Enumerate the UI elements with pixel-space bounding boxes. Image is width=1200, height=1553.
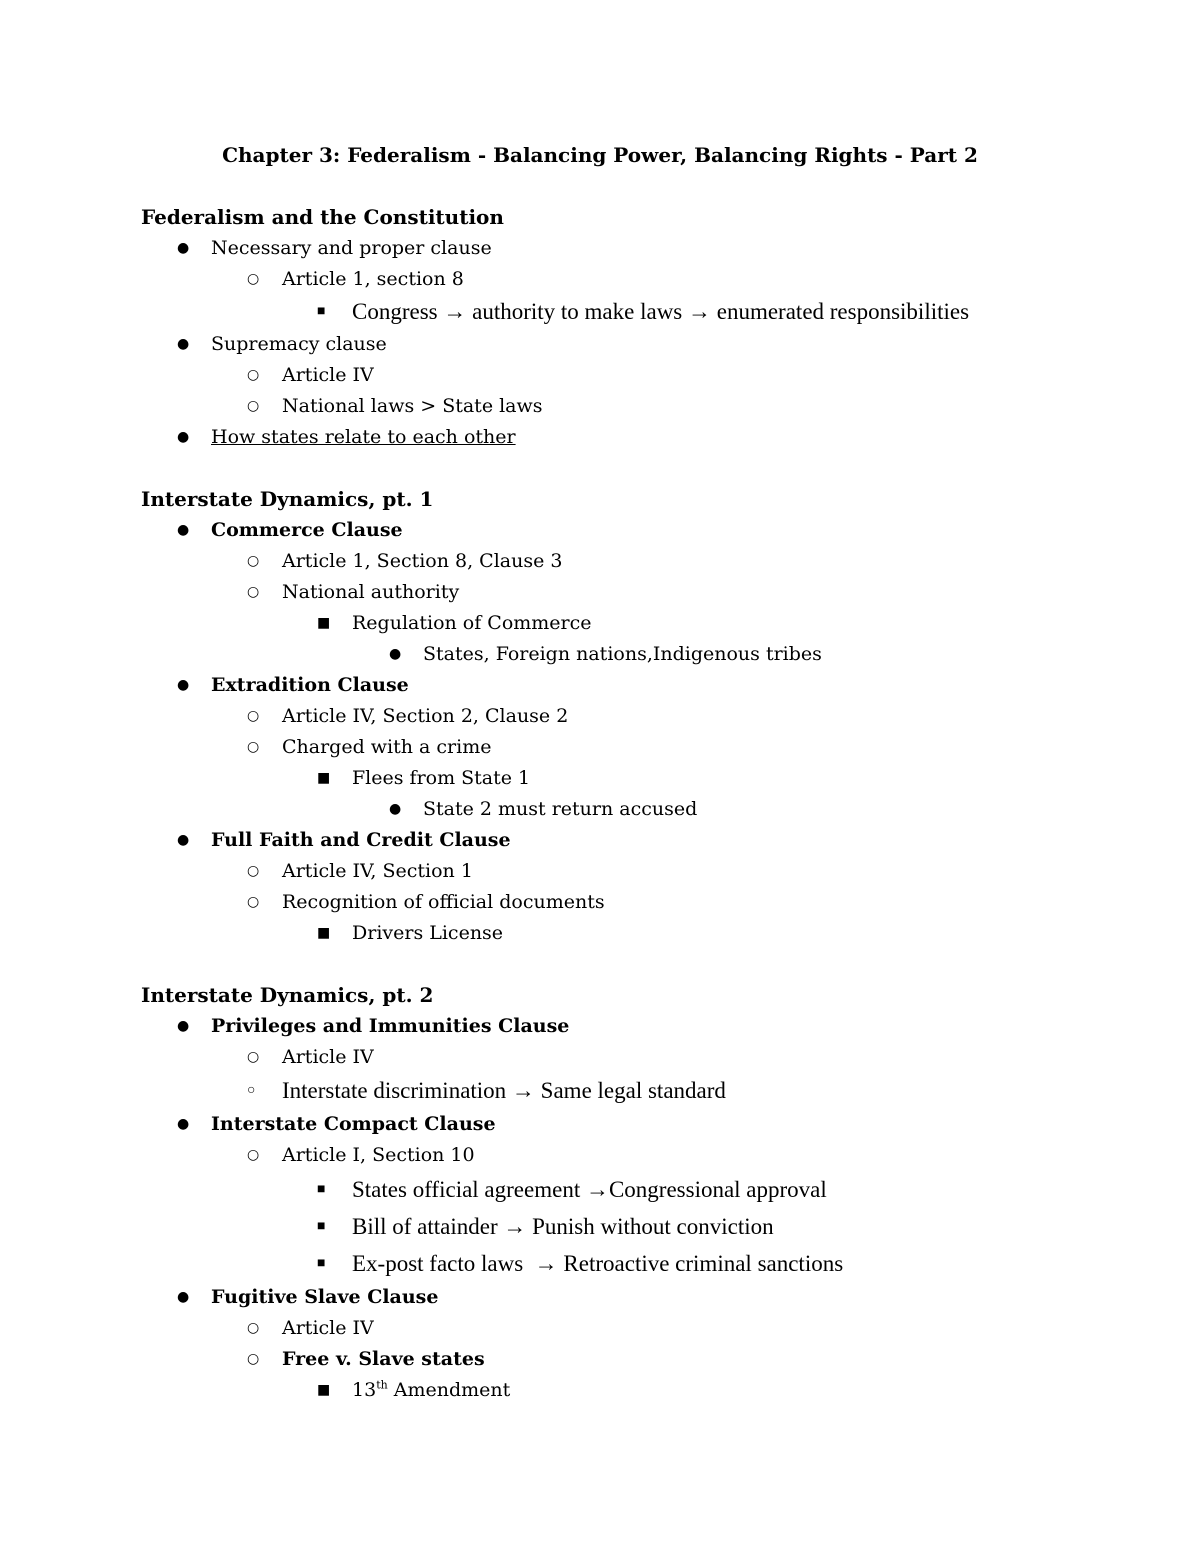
bullet-icon: ● bbox=[389, 801, 402, 817]
bullet-icon: ○ bbox=[247, 271, 260, 287]
bullet-icon: ● bbox=[177, 522, 190, 538]
list-item: ■ Ex-post facto laws → Retroactive criminal sanctions bbox=[141, 1245, 1121, 1282]
bullet-icon: ○ bbox=[247, 894, 260, 910]
bullet-icon: ● bbox=[389, 646, 402, 662]
list-item: ● Fugitive Slave Clause bbox=[141, 1282, 1121, 1313]
bullet-icon: ○ bbox=[247, 1351, 260, 1367]
bullet-icon: ○ bbox=[247, 1083, 256, 1098]
list-item: ○ Article I, Section 10 bbox=[141, 1140, 1121, 1171]
list-item: ○ Article IV bbox=[141, 1313, 1121, 1344]
section-heading: Interstate Dynamics, pt. 1 bbox=[141, 487, 434, 511]
superscript: th bbox=[376, 1378, 388, 1392]
section-heading: Interstate Dynamics, pt. 2 bbox=[141, 983, 434, 1007]
list-item: ● Full Faith and Credit Clause bbox=[141, 825, 1121, 856]
list-item: ■ 13th Amendment bbox=[141, 1375, 1121, 1406]
list-item: ● Necessary and proper clause bbox=[141, 233, 1121, 264]
list-item: ○ Recognition of official documents bbox=[141, 887, 1121, 918]
list-item: ■ States official agreement →Congressional approval bbox=[141, 1171, 1121, 1208]
bullet-icon: ○ bbox=[247, 1049, 260, 1065]
document-body bbox=[141, 140, 1121, 1406]
list-item: ○ National laws > State laws bbox=[141, 391, 1121, 422]
bullet-icon: ○ bbox=[247, 739, 260, 755]
list-item: ○ Interstate discrimination → Same legal standard bbox=[141, 1073, 1121, 1109]
list-item: ■ Congress → authority to make laws → enumerated responsibilities bbox=[141, 295, 1121, 329]
bullet-icon: ○ bbox=[247, 1147, 260, 1163]
bullet-icon: ○ bbox=[247, 863, 260, 879]
list-item: ● Privileges and Immunities Clause bbox=[141, 1011, 1121, 1042]
list-item: ○ Article 1, Section 8, Clause 3 bbox=[141, 546, 1121, 577]
bullet-icon: ○ bbox=[247, 584, 260, 600]
bullet-icon: ■ bbox=[317, 925, 331, 941]
list-item: ■ Bill of attainder → Punish without conviction bbox=[141, 1208, 1121, 1245]
bullet-icon: ■ bbox=[317, 304, 326, 319]
bullet-icon: ■ bbox=[317, 1219, 326, 1234]
bullet-icon: ● bbox=[177, 677, 190, 693]
list-item: ○ National authority bbox=[141, 577, 1121, 608]
bullet-icon: ■ bbox=[317, 1256, 326, 1271]
list-item: ● Commerce Clause bbox=[141, 515, 1121, 546]
bullet-icon: ○ bbox=[247, 1320, 260, 1336]
bullet-icon: ■ bbox=[317, 615, 331, 631]
list-item: ● Supremacy clause bbox=[141, 329, 1121, 360]
bullet-icon: ■ bbox=[317, 1382, 331, 1398]
bullet-icon: ■ bbox=[317, 1182, 326, 1197]
bullet-icon: ○ bbox=[247, 367, 260, 383]
list-item: ○ Charged with a crime bbox=[141, 732, 1121, 763]
bullet-icon: ● bbox=[177, 1289, 190, 1305]
bullet-icon: ● bbox=[177, 336, 190, 352]
bullet-icon: ● bbox=[177, 1018, 190, 1034]
bullet-icon: ○ bbox=[247, 398, 260, 414]
list-item bbox=[141, 422, 1121, 453]
bullet-icon: ○ bbox=[247, 708, 260, 724]
list-item: ■ Drivers License bbox=[141, 918, 1121, 949]
underlined-text: How states relate to each other bbox=[211, 426, 516, 448]
list-item: ○ Article IV bbox=[141, 360, 1121, 391]
list-item: ■ Regulation of Commerce bbox=[141, 608, 1121, 639]
list-item: ○ Article IV, Section 2, Clause 2 bbox=[141, 701, 1121, 732]
list-item: ○ Article IV bbox=[141, 1042, 1121, 1073]
list-item: ● States, Foreign nations,Indigenous tribes bbox=[141, 639, 1121, 670]
list-item: ○ Free v. Slave states bbox=[141, 1344, 1121, 1375]
bullet-icon: ○ bbox=[247, 553, 260, 569]
document-title: Chapter 3: Federalism - Balancing Power, Balancing Rights - Part 2 bbox=[222, 143, 978, 167]
bullet-icon: ● bbox=[177, 240, 190, 256]
list-item: ● Interstate Compact Clause bbox=[141, 1109, 1121, 1140]
list-item: ○ Article 1, section 8 bbox=[141, 264, 1121, 295]
section-heading: Federalism and the Constitution bbox=[141, 205, 504, 229]
bullet-icon: ● bbox=[177, 1116, 190, 1132]
list-item: ■ Flees from State 1 bbox=[141, 763, 1121, 794]
list-item: ● Extradition Clause bbox=[141, 670, 1121, 701]
bullet-icon: ■ bbox=[317, 770, 331, 786]
list-item: ● State 2 must return accused bbox=[141, 794, 1121, 825]
list-item: ○ Article IV, Section 1 bbox=[141, 856, 1121, 887]
bullet-icon: ● bbox=[177, 832, 190, 848]
bullet-icon: ● bbox=[177, 429, 190, 445]
